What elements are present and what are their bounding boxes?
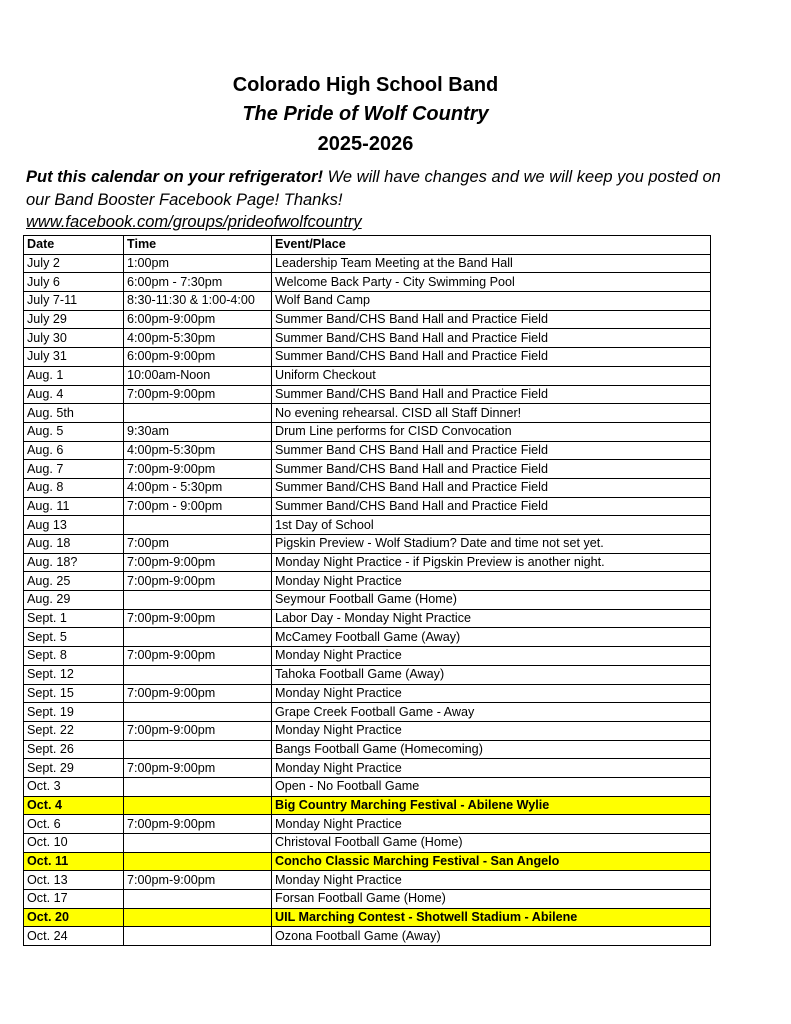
- facebook-link[interactable]: www.facebook.com/groups/prideofwolfcountry: [26, 213, 362, 231]
- cell-event: Summer Band/CHS Band Hall and Practice Field: [272, 497, 711, 516]
- table-row: [24, 497, 711, 516]
- cell-time: [124, 796, 272, 815]
- cell-date: July 29: [24, 310, 124, 329]
- table-row: [24, 759, 711, 778]
- cell-date: Oct. 4: [24, 796, 124, 815]
- table-row: [24, 740, 711, 759]
- cell-time: 7:00pm-9:00pm: [124, 871, 272, 890]
- header-event: Event/Place: [272, 236, 711, 255]
- table-row: [24, 908, 711, 927]
- table-row: [24, 703, 711, 722]
- table-row: [24, 777, 711, 796]
- header-time: Time: [124, 236, 272, 255]
- cell-event: Bangs Football Game (Homecoming): [272, 740, 711, 759]
- table-row: [24, 665, 711, 684]
- cell-date: Oct. 13: [24, 871, 124, 890]
- cell-time: [124, 740, 272, 759]
- cell-date: Aug. 11: [24, 497, 124, 516]
- cell-event: 1st Day of School: [272, 516, 711, 535]
- cell-date: Oct. 11: [24, 852, 124, 871]
- cell-time: 6:00pm-9:00pm: [124, 348, 272, 367]
- cell-date: Aug. 5: [24, 422, 124, 441]
- cell-time: 7:00pm-9:00pm: [124, 815, 272, 834]
- table-row: [24, 591, 711, 610]
- page-title: Colorado High School Band: [232, 74, 499, 96]
- cell-event: Summer Band CHS Band Hall and Practice Field: [272, 441, 711, 460]
- cell-date: Sept. 15: [24, 684, 124, 703]
- table-row: [24, 553, 711, 572]
- table-row: [24, 535, 711, 554]
- cell-date: Aug 13: [24, 516, 124, 535]
- cell-date: Oct. 3: [24, 777, 124, 796]
- cell-time: [124, 890, 272, 909]
- cell-event: Summer Band/CHS Band Hall and Practice Field: [272, 478, 711, 497]
- calendar-table: [23, 235, 711, 946]
- cell-time: 7:00pm-9:00pm: [124, 553, 272, 572]
- cell-date: Aug. 6: [24, 441, 124, 460]
- cell-date: Oct. 20: [24, 908, 124, 927]
- cell-date: Sept. 12: [24, 665, 124, 684]
- table-row: [24, 684, 711, 703]
- cell-time: [124, 908, 272, 927]
- table-row: [24, 292, 711, 311]
- cell-date: Oct. 24: [24, 927, 124, 946]
- cell-date: Aug. 4: [24, 385, 124, 404]
- cell-time: [124, 591, 272, 610]
- table-row: [24, 609, 711, 628]
- table-header-row: [24, 236, 711, 255]
- cell-time: 7:00pm: [124, 535, 272, 554]
- table-row: [24, 422, 711, 441]
- cell-date: July 31: [24, 348, 124, 367]
- table-row: [24, 366, 711, 385]
- cell-event: No evening rehearsal. CISD all Staff Dinner!: [272, 404, 711, 423]
- cell-event: Big Country Marching Festival - Abilene Wylie: [272, 796, 711, 815]
- cell-time: 7:00pm-9:00pm: [124, 647, 272, 666]
- cell-date: Aug. 29: [24, 591, 124, 610]
- cell-date: July 30: [24, 329, 124, 348]
- cell-date: Aug. 8: [24, 478, 124, 497]
- cell-event: Drum Line performs for CISD Convocation: [272, 422, 711, 441]
- cell-time: 10:00am-Noon: [124, 366, 272, 385]
- cell-date: Aug. 18?: [24, 553, 124, 572]
- cell-event: Welcome Back Party - City Swimming Pool: [272, 273, 711, 292]
- cell-event: Summer Band/CHS Band Hall and Practice Field: [272, 310, 711, 329]
- table-row: [24, 441, 711, 460]
- cell-time: 7:00pm-9:00pm: [124, 759, 272, 778]
- cell-date: Oct. 6: [24, 815, 124, 834]
- cell-time: [124, 665, 272, 684]
- table-row: [24, 460, 711, 479]
- table-row: [24, 404, 711, 423]
- cell-date: Aug. 25: [24, 572, 124, 591]
- cell-event: Tahoka Football Game (Away): [272, 665, 711, 684]
- cell-event: Grape Creek Football Game - Away: [272, 703, 711, 722]
- cell-date: July 6: [24, 273, 124, 292]
- cell-date: Aug. 7: [24, 460, 124, 479]
- cell-event: Monday Night Practice: [272, 721, 711, 740]
- cell-date: Sept. 19: [24, 703, 124, 722]
- table-row: [24, 721, 711, 740]
- table-row: [24, 572, 711, 591]
- table-row: [24, 348, 711, 367]
- cell-time: 7:00pm-9:00pm: [124, 609, 272, 628]
- table-row: [24, 815, 711, 834]
- cell-time: 4:00pm-5:30pm: [124, 441, 272, 460]
- cell-time: 9:30am: [124, 422, 272, 441]
- cell-date: Sept. 8: [24, 647, 124, 666]
- cell-event: Summer Band/CHS Band Hall and Practice Field: [272, 329, 711, 348]
- cell-event: Ozona Football Game (Away): [272, 927, 711, 946]
- intro-bold-text: Put this calendar on your refrigerator!: [26, 168, 324, 186]
- table-row: [24, 890, 711, 909]
- table-row: [24, 385, 711, 404]
- cell-event: Monday Night Practice: [272, 871, 711, 890]
- table-row: [24, 852, 711, 871]
- cell-event: Summer Band/CHS Band Hall and Practice Field: [272, 385, 711, 404]
- cell-time: 7:00pm-9:00pm: [124, 460, 272, 479]
- cell-date: Sept. 29: [24, 759, 124, 778]
- cell-time: [124, 404, 272, 423]
- cell-time: 7:00pm - 9:00pm: [124, 497, 272, 516]
- cell-time: 7:00pm-9:00pm: [124, 385, 272, 404]
- cell-time: [124, 703, 272, 722]
- cell-date: Aug. 1: [24, 366, 124, 385]
- cell-time: 7:00pm-9:00pm: [124, 684, 272, 703]
- cell-time: [124, 927, 272, 946]
- cell-time: [124, 516, 272, 535]
- cell-date: Sept. 26: [24, 740, 124, 759]
- cell-time: [124, 834, 272, 853]
- table-row: [24, 310, 711, 329]
- cell-time: 4:00pm-5:30pm: [124, 329, 272, 348]
- cell-date: Sept. 1: [24, 609, 124, 628]
- cell-time: [124, 852, 272, 871]
- cell-event: Uniform Checkout: [272, 366, 711, 385]
- header-date: Date: [24, 236, 124, 255]
- table-row: [24, 647, 711, 666]
- cell-date: July 7-11: [24, 292, 124, 311]
- table-row: [24, 834, 711, 853]
- cell-date: Oct. 10: [24, 834, 124, 853]
- cell-event: Seymour Football Game (Home): [272, 591, 711, 610]
- cell-event: Monday Night Practice: [272, 684, 711, 703]
- cell-event: Wolf Band Camp: [272, 292, 711, 311]
- cell-event: Concho Classic Marching Festival - San Angelo: [272, 852, 711, 871]
- cell-date: Aug. 18: [24, 535, 124, 554]
- cell-event: Monday Night Practice: [272, 647, 711, 666]
- cell-event: Pigskin Preview - Wolf Stadium? Date and time not set yet.: [272, 535, 711, 554]
- calendar-rows: [24, 254, 711, 945]
- cell-event: Labor Day - Monday Night Practice: [272, 609, 711, 628]
- intro-text: We will have changes and we will keep you posted on our Band Booster Facebook Page! Thanks!: [26, 168, 721, 209]
- cell-time: 7:00pm-9:00pm: [124, 721, 272, 740]
- cell-date: Oct. 17: [24, 890, 124, 909]
- cell-event: Monday Night Practice: [272, 759, 711, 778]
- cell-date: July 2: [24, 254, 124, 273]
- cell-event: Monday Night Practice - if Pigskin Preview is another night.: [272, 553, 711, 572]
- table-row: [24, 329, 711, 348]
- table-row: [24, 516, 711, 535]
- table-row: [24, 796, 711, 815]
- cell-time: 1:00pm: [124, 254, 272, 273]
- cell-event: Monday Night Practice: [272, 815, 711, 834]
- cell-event: Summer Band/CHS Band Hall and Practice Field: [272, 348, 711, 367]
- page-subtitle: The Pride of Wolf Country: [242, 103, 489, 125]
- table-row: [24, 927, 711, 946]
- cell-time: 6:00pm - 7:30pm: [124, 273, 272, 292]
- cell-time: 6:00pm-9:00pm: [124, 310, 272, 329]
- cell-time: 8:30-11:30 & 1:00-4:00: [124, 292, 272, 311]
- cell-event: Monday Night Practice: [272, 572, 711, 591]
- table-row: [24, 254, 711, 273]
- cell-event: McCamey Football Game (Away): [272, 628, 711, 647]
- school-year: 2025-2026: [317, 133, 414, 155]
- intro-paragraph: [26, 166, 746, 234]
- cell-time: [124, 777, 272, 796]
- cell-event: Christoval Football Game (Home): [272, 834, 711, 853]
- table-row: [24, 478, 711, 497]
- cell-event: Forsan Football Game (Home): [272, 890, 711, 909]
- cell-event: UIL Marching Contest - Shotwell Stadium - Abilene: [272, 908, 711, 927]
- cell-time: 7:00pm-9:00pm: [124, 572, 272, 591]
- table-row: [24, 871, 711, 890]
- cell-event: Leadership Team Meeting at the Band Hall: [272, 254, 711, 273]
- cell-event: Open - No Football Game: [272, 777, 711, 796]
- cell-event: Summer Band/CHS Band Hall and Practice Field: [272, 460, 711, 479]
- cell-date: Sept. 22: [24, 721, 124, 740]
- cell-date: Aug. 5th: [24, 404, 124, 423]
- cell-time: [124, 628, 272, 647]
- table-row: [24, 628, 711, 647]
- cell-time: 4:00pm - 5:30pm: [124, 478, 272, 497]
- cell-date: Sept. 5: [24, 628, 124, 647]
- table-row: [24, 273, 711, 292]
